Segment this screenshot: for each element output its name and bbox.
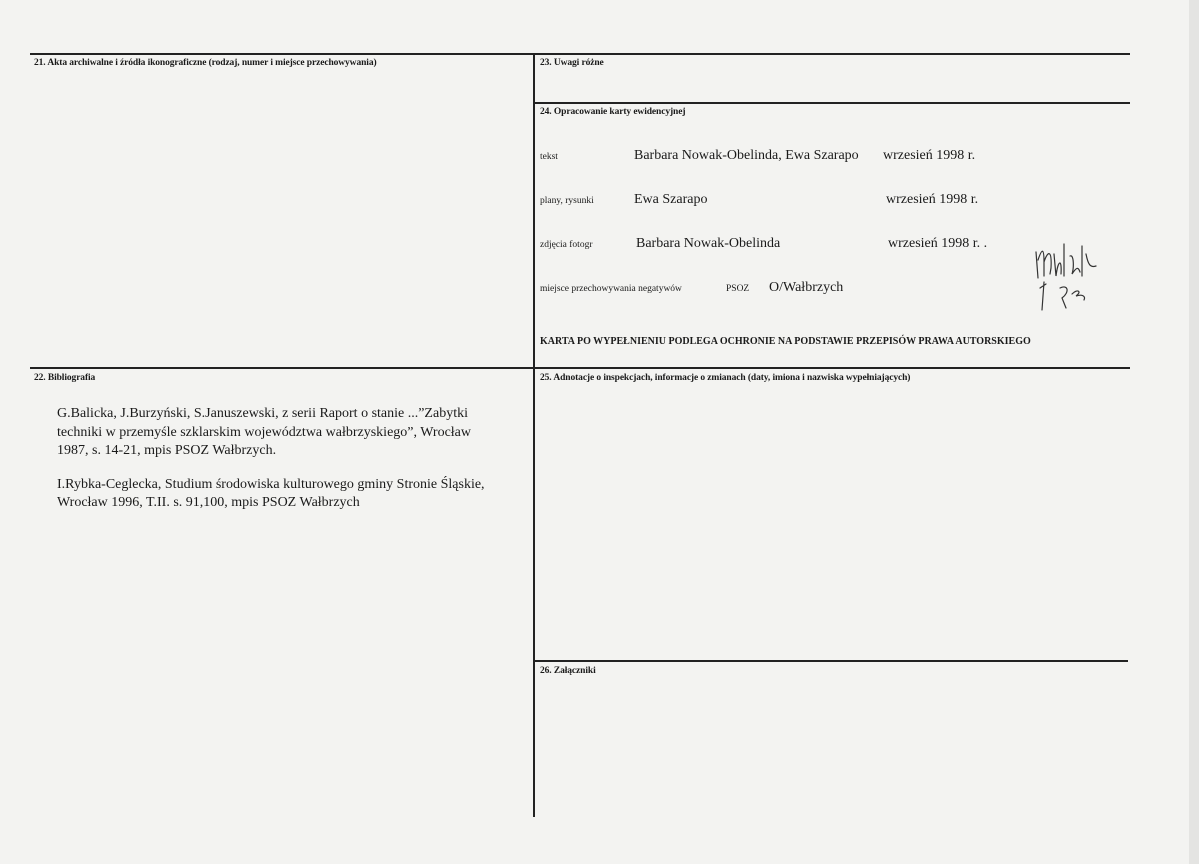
section-24-header: 24. Opracowanie karty ewidencyjnej (540, 107, 686, 117)
middle-rule (30, 367, 1130, 369)
section-21-header: 21. Akta archiwalne i źródła ikonograficzne (rodzaj, numer i miejsce przechowywania) (34, 58, 377, 68)
row-text-value: Barbara Nowak-Obelinda, Ewa Szarapo (634, 148, 859, 163)
section-25-header: 25. Adnotacje o inspekcjach, informacje o zmianach (daty, imiona i nazwiska wypełniających) (540, 373, 911, 383)
rule-25-26 (535, 660, 1128, 662)
row-photos-label: zdjęcia fotogr (540, 240, 593, 250)
section-22-header: 22. Bibliografia (34, 373, 96, 383)
row-plans-value: Ewa Szarapo (634, 192, 708, 207)
negatives-label: miejsce przechowywania negatywów (540, 284, 682, 294)
bibliography-entry: G.Balicka, J.Burzyński, S.Januszewski, z serii Raport o stanie ...”Zabytki techniki w przemyśle szklarskim województwa wałbrzyskiego”, Wrocław 1987, s. 14-21, mpis PSOZ Wałbrzych. (57, 406, 471, 458)
bibliography-entry: I.Rybka-Ceglecka, Studium środowiska kulturowego gminy Stronie Śląskie, Wrocław 1996, T.II. s. 91,100, mpis PSOZ Wałbrzych (57, 476, 485, 510)
section-26-header: 26. Załączniki (540, 666, 596, 676)
section-23-header: 23. Uwagi różne (540, 58, 604, 68)
handwritten-signature (1030, 238, 1100, 318)
center-divider (533, 53, 535, 817)
bibliography-list (57, 405, 502, 513)
top-rule (30, 53, 1130, 55)
row-photos-value: Barbara Nowak-Obelinda (636, 236, 781, 251)
copyright-notice: KARTA PO WYPEŁNIENIU PODLEGA OCHRONIE NA PODSTAWIE PRZEPISÓW PRAWA AUTORSKIEGO (540, 336, 1031, 347)
row-text-date: wrzesień 1998 r. (883, 148, 976, 163)
negatives-value: O/Wałbrzych (769, 280, 844, 295)
row-text-label: tekst (540, 152, 558, 162)
row-plans-label: plany, rysunki (540, 196, 594, 206)
row-plans-date: wrzesień 1998 r. (886, 192, 979, 207)
negatives-org: PSOZ (726, 284, 750, 294)
rule-23-24 (535, 102, 1130, 104)
row-photos-date: wrzesień 1998 r. . (888, 236, 988, 251)
page-edge (1189, 0, 1199, 864)
